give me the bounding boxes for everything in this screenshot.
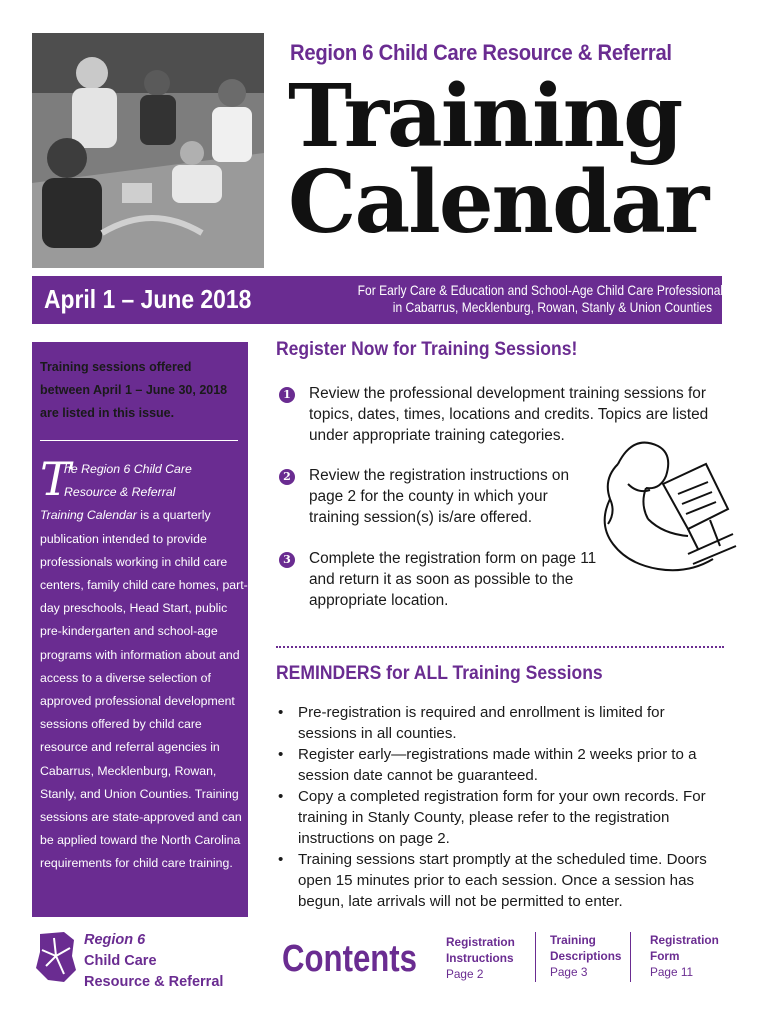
region-map-logo-icon <box>34 930 78 984</box>
reminder-item <box>276 744 726 786</box>
toc-title-line2: Descriptions <box>550 949 622 963</box>
toc-page: Page 11 <box>650 965 694 979</box>
photo-illustration <box>32 33 264 268</box>
bullet-icon: • <box>278 746 284 763</box>
sidebar-intro: Training sessions offered between April 1 – June 30, 2018 are listed in this issue. <box>40 360 228 420</box>
sidebar-italic-title: Training Calendar <box>40 508 137 523</box>
reminders-heading: REMINDERS for ALL Training Sessions <box>276 662 603 684</box>
step-number-1: 1 <box>279 387 295 403</box>
date-range: April 1 – June 2018 <box>44 284 252 314</box>
bullet-icon: • <box>278 704 284 721</box>
band-subtitle-line1: For Early Care & Education and School-Age Child Care Professionals <box>357 282 730 298</box>
step-text-2: Review the registration instructions on page 2 for the county in which your training session(s) is/are offered. <box>309 467 570 526</box>
illustration-icon <box>588 424 738 584</box>
logo-line3: Resource & Referral <box>84 974 224 990</box>
step-text-1: Review the professional development training sessions for topics, dates, times, locations and credits. Topics are listed under appropriate training categories. <box>309 385 709 444</box>
toc-page: Page 3 <box>550 965 588 979</box>
step-text-3: Complete the registration form on page 11 and return it as soon as possible to the appropriate location. <box>309 550 597 609</box>
toc-title-line2: Form <box>650 949 680 963</box>
step-number-2: 2 <box>279 469 295 485</box>
organization-title: Region 6 Child Care Resource & Referral <box>290 40 672 65</box>
children-photo <box>32 33 264 268</box>
region-map-icon <box>34 930 78 984</box>
toc-title-line1: Registration <box>650 933 719 947</box>
sidebar-body <box>40 452 250 876</box>
toc-title-line1: Registration <box>446 935 515 949</box>
title-training: Training <box>288 66 682 167</box>
reminders-list <box>276 702 726 912</box>
toc-training-descriptions[interactable] <box>550 932 630 980</box>
sidebar-divider <box>40 440 238 441</box>
sidebar-line1: he Region 6 Child Care <box>64 462 192 476</box>
logo-text <box>84 930 223 993</box>
reminder-text-2: Register early—registrations made within 2 weeks prior to a session date cannot be guaranteed. <box>298 746 697 784</box>
reminder-text-1: Pre-registration is required and enrollment is limited for sessions in all counties. <box>298 704 665 742</box>
toc-page: Page 2 <box>446 967 484 981</box>
register-heading: Register Now for Training Sessions! <box>276 338 578 360</box>
reminder-item <box>276 786 726 849</box>
reminder-text-3: Copy a completed registration form for your own records. For training in Stanly County, please refer to the registration instructions on page 2. <box>298 788 706 847</box>
toc-title-line2: Instructions <box>446 951 514 965</box>
reminder-text-4: Training sessions start promptly at the scheduled time. Doors open 15 minutes prior to each session. Once a session has begun, late arrivals will not be permitted to enter. <box>298 851 707 910</box>
bullet-icon: • <box>278 788 284 805</box>
reminder-item <box>276 702 726 744</box>
toc-registration-form[interactable] <box>650 932 730 980</box>
toc-title-line1: Training <box>550 933 596 947</box>
reminder-item <box>276 849 726 912</box>
bullet-icon: • <box>278 851 284 868</box>
step-number-3: 3 <box>279 552 295 568</box>
title-calendar: Calendar <box>288 152 708 253</box>
logo-line1: Region 6 <box>84 932 146 948</box>
band-subtitle-line2: in Cabarrus, Mecklenburg, Rowan, Stanly & Union Counties <box>392 299 712 315</box>
sidebar-dropcap: T <box>40 452 71 506</box>
reading-person-illustration <box>588 424 738 584</box>
toc-separator <box>630 932 631 982</box>
toc-separator <box>535 932 536 982</box>
section-divider <box>276 646 724 648</box>
contents-title: Contents <box>282 938 418 980</box>
logo-line2: Child Care <box>84 953 157 969</box>
sidebar-line2: Resource & Referral <box>64 485 176 500</box>
sidebar-body-text: is a quarterly publication intended to provide professionals working in child care centers, family child care homes, part-day preschools, Head Start, public pre-kindergarten and school-age programs with information about and access to a diverse selection of approved professional development sessions offered by child care resource and referral agencies in Cabarrus, Mecklenburg, Rowan, Stanly, and Union Counties. Training sessions are state-approved and can be applied toward the North Carolina requirements for child care training. <box>40 508 248 871</box>
band-subtitle <box>357 282 730 316</box>
toc-registration-instructions[interactable] <box>446 934 536 982</box>
